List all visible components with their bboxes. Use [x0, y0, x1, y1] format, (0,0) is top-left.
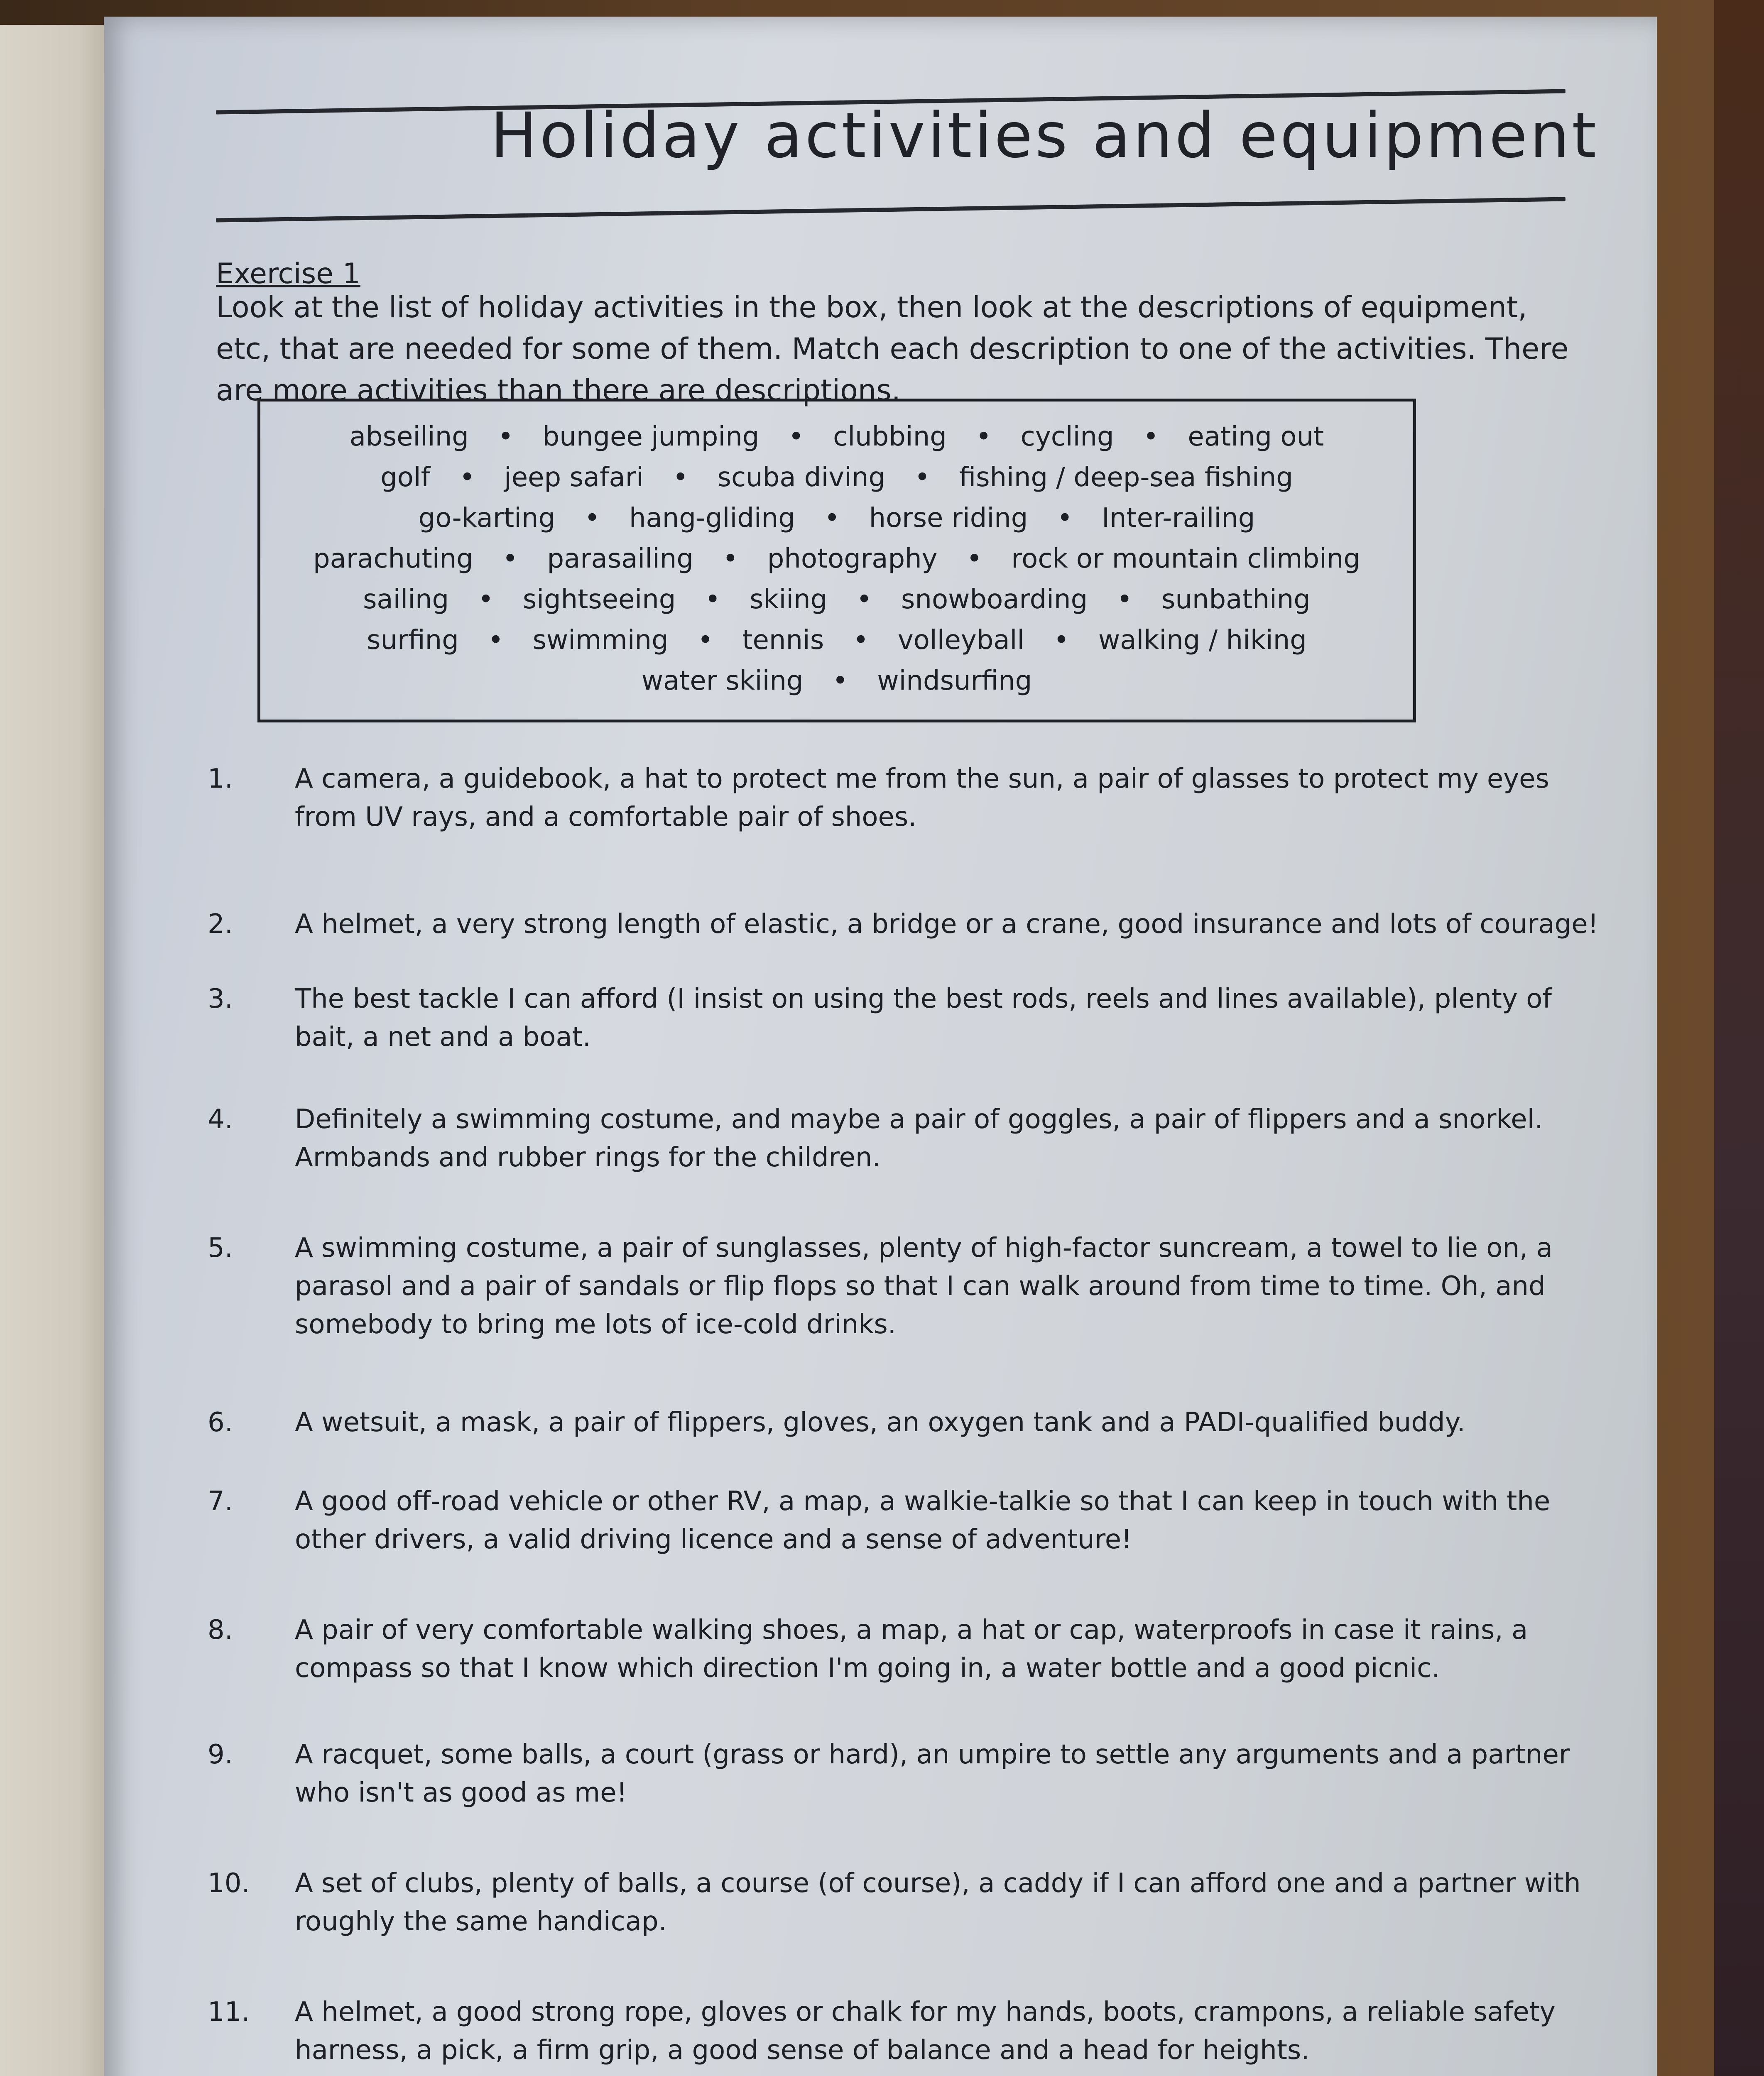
activity-item: fishing / deep-sea fishing [959, 462, 1293, 493]
page-title: Holiday activities and equipment [490, 100, 1599, 172]
bullet-icon: • [478, 584, 494, 615]
bullet-icon: • [672, 462, 688, 493]
activity-item: golf [380, 462, 431, 493]
item-number: 1. [208, 764, 233, 794]
item-text: A pair of very comfortable walking shoes, a map, a hat or cap, waterproofs in case it rains, a compass so that I know which direction I'm going in, a water bottle and a good picnic. [295, 1615, 1528, 1684]
bullet-icon: • [966, 543, 982, 574]
item-number: 4. [208, 1104, 233, 1135]
activity-item: parachuting [313, 543, 473, 574]
activity-item: surfing [367, 625, 459, 656]
activity-row [260, 418, 1413, 455]
bullet-icon: • [705, 584, 721, 615]
activity-row [260, 662, 1413, 700]
activity-item: walking / hiking [1098, 625, 1307, 656]
title-bottom-rule [216, 197, 1566, 222]
bullet-icon: • [459, 462, 475, 493]
bullet-icon: • [502, 543, 518, 574]
activity-item: go-karting [418, 503, 556, 534]
activity-item: sailing [363, 584, 449, 615]
activity-item: skiing [750, 584, 828, 615]
item-text: A wetsuit, a mask, a pair of flippers, gloves, an oxygen tank and a PADI-qualified buddy. [295, 1407, 1465, 1438]
activity-item: abseiling [349, 421, 469, 452]
activity-row [260, 581, 1413, 618]
activity-item: volleyball [897, 625, 1025, 656]
item-text: A good off-road vehicle or other RV, a map, a walkie-talkie so that I can keep in touch with the other drivers, a valid driving licence and a sense of adventure! [295, 1486, 1551, 1555]
item-text: The best tackle I can afford (I insist on using the best rods, reels and lines available), plenty of bait, a net and a boat. [295, 984, 1552, 1053]
activity-item: Inter-railing [1102, 503, 1255, 534]
bullet-icon: • [488, 625, 504, 656]
bullet-icon: • [497, 421, 514, 452]
activity-item: hang-gliding [629, 503, 795, 534]
item-number: 6. [208, 1407, 233, 1438]
bullet-icon: • [1117, 584, 1132, 615]
exercise-label: Exercise 1 [216, 257, 360, 290]
activity-item: sunbathing [1161, 584, 1311, 615]
bullet-icon: • [824, 503, 840, 534]
item-number: 10. [208, 1868, 250, 1899]
item-number: 8. [208, 1615, 233, 1645]
activity-item: bungee jumping [542, 421, 760, 452]
activity-item: photography [767, 543, 938, 574]
activity-item: water skiing [641, 666, 804, 696]
bullet-icon: • [697, 625, 713, 656]
item-text: A helmet, a good strong rope, gloves or chalk for my hands, boots, crampons, a reliable safety harness, a pick, a firm grip, a good sense of balance and a head for heights. [295, 1997, 1556, 2066]
background-edge [1714, 0, 1764, 2076]
activity-item: rock or mountain climbing [1011, 543, 1361, 574]
activity-row [260, 540, 1413, 578]
item-text: A set of clubs, plenty of balls, a course (of course), a caddy if I can afford one and a partner with roughly the same handicap. [295, 1868, 1581, 1937]
item-text: A swimming costume, a pair of sunglasses, plenty of high-factor suncream, a towel to lie on, a parasol and a pair of sandals or flip flops so that I can walk around from time to time. Oh, and somebody to bring me lots of ice-cold drinks. [295, 1233, 1553, 1340]
item-number: 5. [208, 1233, 233, 1263]
item-text: Definitely a swimming costume, and maybe a pair of goggles, a pair of flippers and a snorkel. Armbands and rubber rings for the children. [295, 1104, 1543, 1173]
activity-item: horse riding [869, 503, 1028, 534]
activity-item: tennis [742, 625, 824, 656]
activity-item: clubbing [833, 421, 947, 452]
bullet-icon: • [788, 421, 804, 452]
activity-row [260, 499, 1413, 537]
exercise-instructions: Look at the list of holiday activities in the box, then look at the descriptions of equipment, etc, that are needed for some of them. Match each description to one of the activities. There are more activities than there are descriptions. [216, 290, 1569, 407]
bullet-icon: • [914, 462, 930, 493]
item-number: 7. [208, 1486, 233, 1517]
activity-item: cycling [1020, 421, 1114, 452]
bullet-icon: • [856, 584, 872, 615]
activity-item: eating out [1188, 421, 1324, 452]
activity-item: parasailing [547, 543, 693, 574]
book-page [104, 17, 1657, 2076]
bullet-icon: • [1057, 503, 1073, 534]
bullet-icon: • [722, 543, 738, 574]
activity-item: jeep safari [504, 462, 644, 493]
activity-item: sightseeing [522, 584, 676, 615]
activity-item: swimming [532, 625, 669, 656]
activity-box [257, 399, 1416, 722]
item-text: A racquet, some balls, a court (grass or hard), an umpire to settle any arguments and a partner who isn't as good as me! [295, 1739, 1570, 1808]
activity-row [260, 622, 1413, 659]
bullet-icon: • [1054, 625, 1069, 656]
item-text: A camera, a guidebook, a hat to protect me from the sun, a pair of glasses to protect my eyes from UV rays, and a comfortable pair of shoes. [295, 764, 1549, 832]
bullet-icon: • [853, 625, 869, 656]
bullet-icon: • [584, 503, 600, 534]
bullet-icon: • [975, 421, 992, 452]
item-number: 3. [208, 984, 233, 1014]
facing-page-edge [0, 25, 112, 2076]
activity-row [260, 459, 1413, 496]
item-text: A helmet, a very strong length of elastic, a bridge or a crane, good insurance and lots of courage! [295, 909, 1599, 940]
activity-item: scuba diving [717, 462, 886, 493]
activity-item: snowboarding [901, 584, 1088, 615]
item-number: 9. [208, 1739, 233, 1770]
item-number: 2. [208, 909, 233, 940]
activity-item: windsurfing [877, 666, 1032, 696]
item-number: 11. [208, 1997, 250, 2027]
bullet-icon: • [1143, 421, 1159, 452]
bullet-icon: • [832, 666, 848, 696]
